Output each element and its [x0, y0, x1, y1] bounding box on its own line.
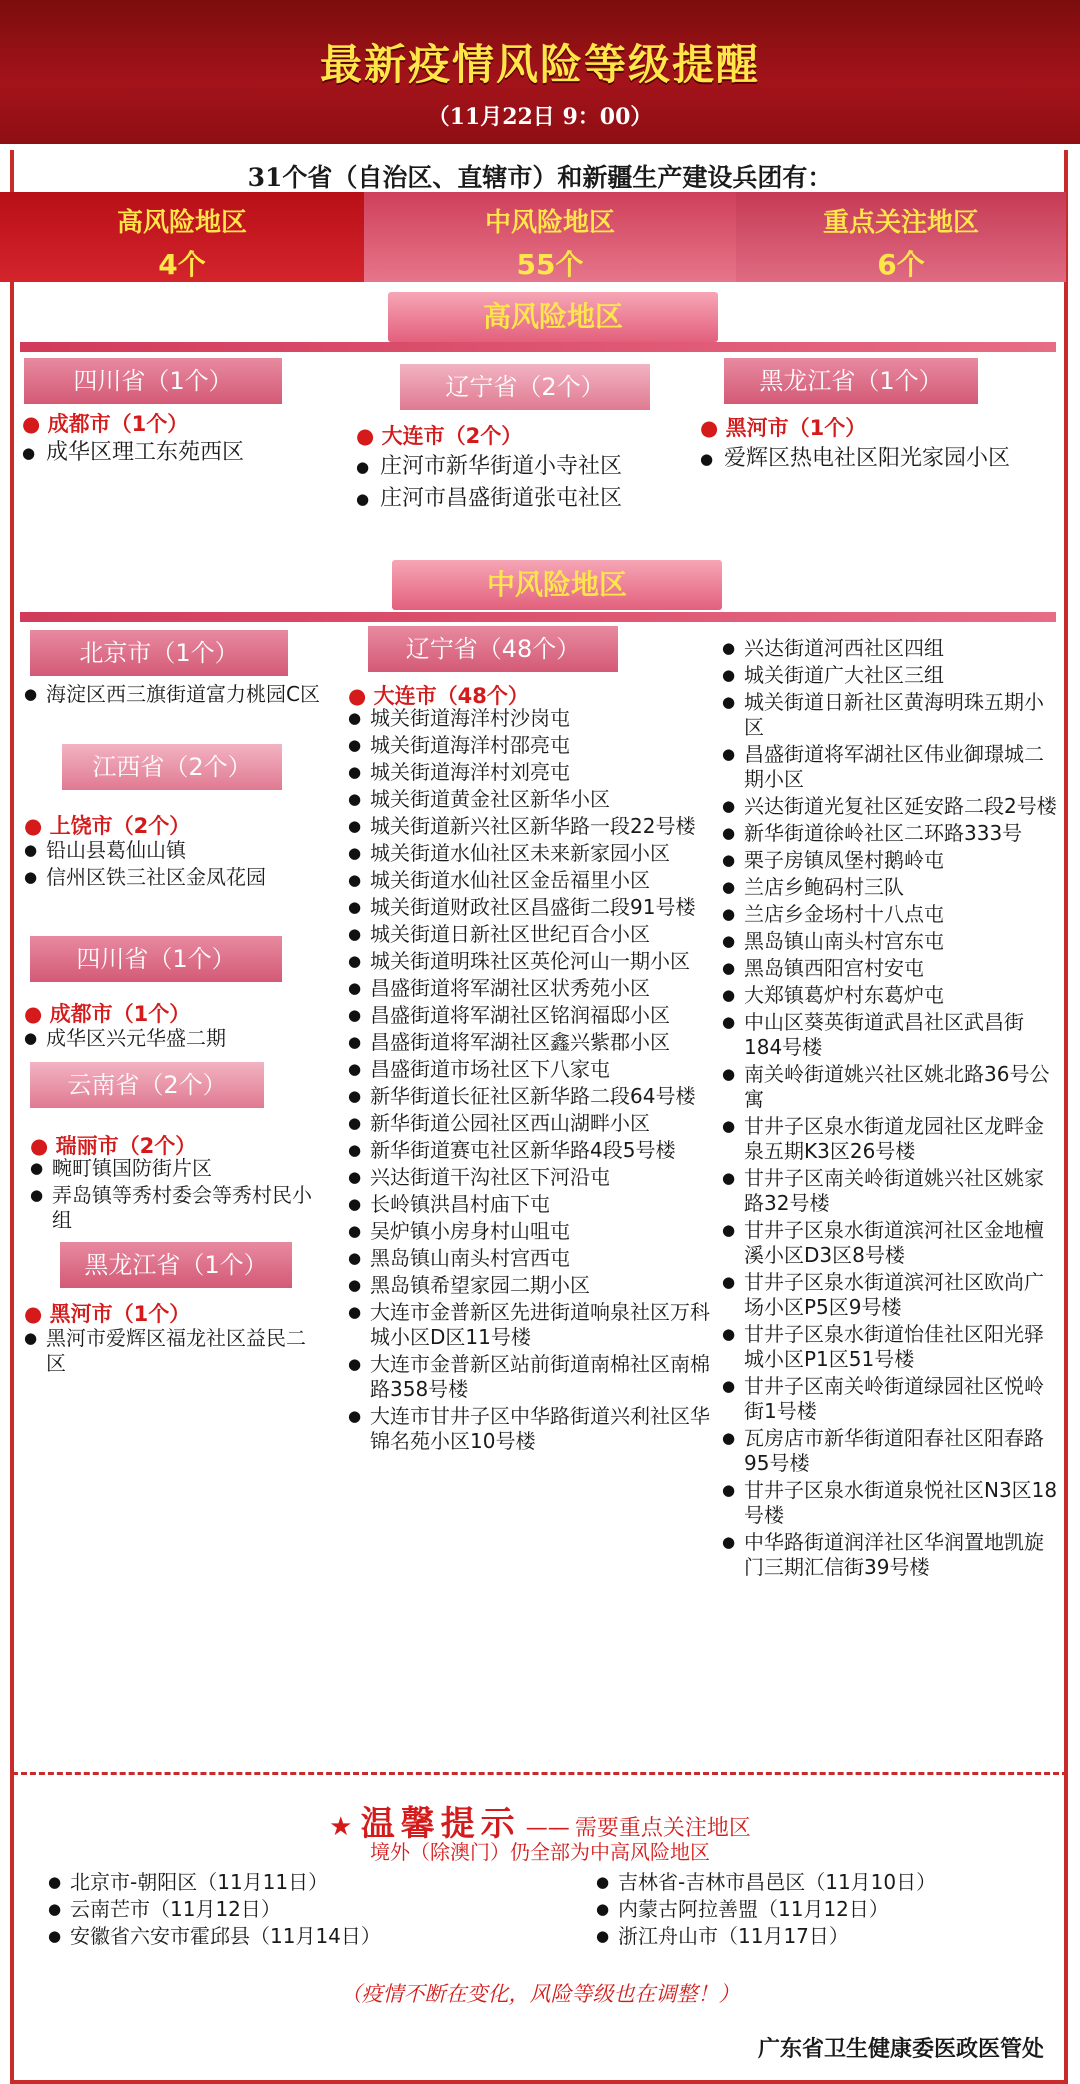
list-item: ● 海淀区西三旗街道富力桃园C区	[24, 682, 324, 707]
mid-section-title: 中风险地区	[392, 560, 722, 610]
list-item: ● 大连市甘井子区中华路街道兴利社区华锦名苑小区10号楼	[348, 1404, 710, 1454]
mid-province-sichuan: 四川省（1个）	[30, 936, 282, 982]
list-item: ● 兰店乡金场村十八点屯	[722, 902, 1062, 927]
list-item: ● 黑岛镇山南头村宫西屯	[348, 1246, 710, 1271]
mid-city-dalian: ● 大连市（48个）	[348, 684, 529, 708]
list-item: ● 庄河市昌盛街道张屯社区	[356, 484, 696, 514]
summary-key-attention	[736, 192, 1066, 282]
list-item: ● 内蒙古阿拉善盟（11月12日）	[596, 1897, 1056, 1922]
list-item: ● 成华区兴元华盛二期	[24, 1026, 324, 1051]
list-item: ● 城关街道广大社区三组	[722, 663, 1062, 688]
list-item: ● 南关岭街道姚兴社区姚北路36号公寓	[722, 1062, 1062, 1112]
list-item: ● 城关街道明珠社区英伦河山一期小区	[348, 949, 710, 974]
list-item: ● 云南芒市（11月12日）	[48, 1897, 528, 1922]
list-item: ● 昌盛街道将军湖社区伟业御璟城二期小区	[722, 742, 1062, 792]
mid-city-chengdu: ● 成都市（1个）	[24, 1002, 191, 1026]
list-item: ● 爱辉区热电社区阳光家园小区	[700, 444, 1070, 474]
high-city-dalian: ● 大连市（2个）	[356, 424, 523, 448]
list-item: ● 昌盛街道将军湖社区状秀苑小区	[348, 976, 710, 1001]
list-item: ● 吴炉镇小房身村山咀屯	[348, 1219, 710, 1244]
list-item: ● 大连市金普新区站前街道南棉社区南棉路358号楼	[348, 1352, 710, 1402]
mid-section-divider	[20, 612, 1056, 622]
list-item: ● 兴达街道光复社区延安路二段2号楼	[722, 794, 1062, 819]
list-item: ● 铅山县葛仙山镇	[24, 838, 324, 863]
signature: 广东省卫生健康委医政医管处	[757, 2037, 1044, 2062]
list-item: ● 甘井子区泉水街道泉悦社区N3区18号楼	[722, 1478, 1062, 1528]
star-icon: ★	[329, 1812, 361, 1842]
mid-chengdu-list	[24, 1026, 324, 1053]
list-item: ● 城关街道日新社区黄海明珠五期小区	[722, 690, 1062, 740]
list-item: ● 甘井子区泉水街道滨河社区金地檀溪小区D3区8号楼	[722, 1218, 1062, 1268]
list-item: ● 浙江舟山市（11月17日）	[596, 1924, 1056, 1949]
list-item: ● 新华街道徐岭社区二环路333号	[722, 821, 1062, 846]
list-item: ● 长岭镇洪昌村庙下屯	[348, 1192, 710, 1217]
list-item: ● 大郑镇葛炉村东葛炉屯	[722, 983, 1062, 1008]
list-item: ● 大连市金普新区先进街道响泉社区万科城小区D区11号楼	[348, 1300, 710, 1350]
tips-list-right	[596, 1870, 1056, 1951]
list-item: ● 城关街道黄金社区新华小区	[348, 787, 710, 812]
list-item: ● 兴达街道河西社区四组	[722, 636, 1062, 661]
list-item: ● 新华街道公园社区西山湖畔小区	[348, 1111, 710, 1136]
bottom-note: （疫情不断在变化，风险等级也在调整！）	[340, 1982, 740, 2006]
list-item: ● 城关街道新兴社区新华路一段22号楼	[348, 814, 710, 839]
list-item: ● 甘井子区泉水街道龙园社区龙畔金泉五期K3区26号楼	[722, 1114, 1062, 1164]
mid-dalian-list-col2	[348, 706, 710, 1456]
list-item: ● 城关街道日新社区世纪百合小区	[348, 922, 710, 947]
mid-province-yunnan: 云南省（2个）	[30, 1062, 264, 1108]
list-item: ● 黑岛镇西阳宫村安屯	[722, 956, 1062, 981]
mid-city-shangrao: ● 上饶市（2个）	[24, 814, 191, 838]
list-item: ● 城关街道水仙社区未来新家园小区	[348, 841, 710, 866]
list-item: ● 庄河市新华街道小寺社区	[356, 452, 696, 482]
list-item: ● 成华区理工东苑西区	[22, 438, 342, 468]
list-item: ● 昌盛街道市场社区下八家屯	[348, 1057, 710, 1082]
high-province-liaoning: 辽宁省（2个）	[400, 364, 650, 410]
high-province-heilongjiang: 黑龙江省（1个）	[724, 358, 978, 404]
mid-beijing-list	[24, 682, 324, 709]
mid-city-heihe: ● 黑河市（1个）	[24, 1302, 191, 1326]
summary-mid-label: 中风险地区	[484, 208, 615, 238]
mid-province-jiangxi: 江西省（2个）	[62, 744, 282, 790]
list-item: ● 北京市-朝阳区（11月11日）	[48, 1870, 528, 1895]
list-item: ● 黑岛镇希望家园二期小区	[348, 1273, 710, 1298]
list-item: ● 甘井子区南关岭街道姚兴社区姚家路32号楼	[722, 1166, 1062, 1216]
tips-title-sub: 需要重点关注地区	[574, 1816, 751, 1841]
list-item: ● 信州区铁三社区金凤花园	[24, 865, 324, 890]
mid-ruili-list	[30, 1156, 326, 1235]
mid-heihe-list	[24, 1326, 324, 1378]
summary-mid-risk	[364, 192, 736, 282]
tips-title-main: 温馨提示	[360, 1804, 521, 1844]
list-item: ● 中华路街道润洋社区华润置地凯旋门三期汇信街39号楼	[722, 1530, 1062, 1580]
list-item: ● 城关街道海洋村邵亮屯	[348, 733, 710, 758]
list-item: ● 甘井子区泉水街道怡佳社区阳光驿城小区P1区51号楼	[722, 1322, 1062, 1372]
summary-high-label: 高风险地区	[116, 208, 247, 238]
list-item: ● 城关街道水仙社区金岳福里小区	[348, 868, 710, 893]
high-section-title: 高风险地区	[388, 292, 718, 342]
list-item: ● 昌盛街道将军湖社区鑫兴紫郡小区	[348, 1030, 710, 1055]
list-item: ● 城关街道海洋村沙岗屯	[348, 706, 710, 731]
summary-high-count: 4个	[158, 248, 206, 281]
high-province-sichuan: 四川省（1个）	[24, 358, 282, 404]
list-item: ● 栗子房镇凤堡村鹅岭屯	[722, 848, 1062, 873]
tips-divider	[12, 1772, 1068, 1775]
mid-shangrao-list	[24, 838, 324, 892]
summary-mid-count: 55个	[516, 248, 584, 281]
list-item: ● 昌盛街道将军湖社区铭润福邸小区	[348, 1003, 710, 1028]
high-city-heihe: ● 黑河市（1个）	[700, 416, 867, 440]
list-item: ● 城关街道财政社区昌盛街二段91号楼	[348, 895, 710, 920]
mid-province-liaoning: 辽宁省（48个）	[368, 626, 618, 672]
intro-text: 31个省（自治区、直辖市）和新疆生产建设兵团有：	[247, 163, 833, 192]
tips-list-left	[48, 1870, 528, 1951]
summary-key-count: 6个	[877, 248, 925, 281]
list-item: ● 兴达街道干沟社区下河沿屯	[348, 1165, 710, 1190]
high-city-chengdu: ● 成都市（1个）	[22, 412, 189, 436]
list-item: ● 新华街道赛屯社区新华路4段5号楼	[348, 1138, 710, 1163]
list-item: ● 黑岛镇山南头村宫东屯	[722, 929, 1062, 954]
page-title: 最新疫情风险等级提醒	[319, 40, 760, 89]
list-item: ● 兰店乡鲍码村三队	[722, 875, 1062, 900]
list-item: ● 吉林省-吉林市昌邑区（11月10日）	[596, 1870, 1056, 1895]
mid-province-beijing: 北京市（1个）	[30, 630, 288, 676]
high-chengdu-list	[22, 438, 342, 470]
list-item: ● 中山区葵英街道武昌社区武昌街184号楼	[722, 1010, 1062, 1060]
list-item: ● 新华街道长征社区新华路二段64号楼	[348, 1084, 710, 1109]
mid-dalian-list-col3	[722, 636, 1062, 1582]
mid-city-ruili: ● 瑞丽市（2个）	[30, 1134, 197, 1158]
list-item: ● 弄岛镇等秀村委会等秀村民小组	[30, 1183, 326, 1233]
list-item: ● 甘井子区泉水街道滨河社区欧尚广场小区P5区9号楼	[722, 1270, 1062, 1320]
high-dalian-list	[356, 452, 696, 516]
high-section-divider	[20, 342, 1056, 352]
list-item: ● 安徽省六安市霍邱县（11月14日）	[48, 1924, 528, 1949]
list-item: ● 甘井子区南关岭街道绿园社区悦岭街1号楼	[722, 1374, 1062, 1424]
tips-note: 境外（除澳门）仍全部为中高风险地区	[370, 1840, 710, 1864]
list-item: ● 瓦房店市新华街道阳春社区阳春路95号楼	[722, 1426, 1062, 1476]
list-item: ● 畹町镇国防街片区	[30, 1156, 326, 1181]
high-heihe-list	[700, 444, 1070, 476]
tips-title-dash: ——	[525, 1816, 570, 1841]
list-item: ● 黑河市爱辉区福龙社区益民二区	[24, 1326, 324, 1376]
summary-high-risk	[0, 192, 364, 282]
mid-province-heilongjiang: 黑龙江省（1个）	[60, 1242, 292, 1288]
list-item: ● 城关街道海洋村刘亮屯	[348, 760, 710, 785]
summary-key-label: 重点关注地区	[822, 208, 979, 238]
update-time: （11月22日 9：00）	[427, 104, 653, 130]
